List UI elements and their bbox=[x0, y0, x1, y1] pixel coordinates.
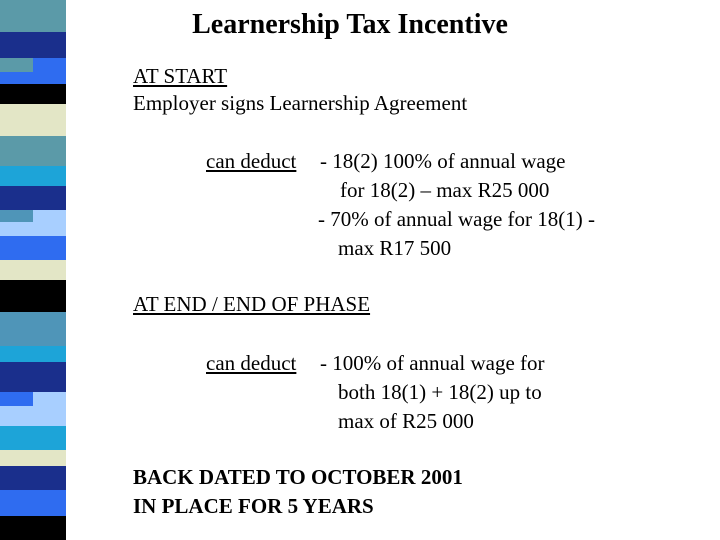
deduct-label-end: can deduct bbox=[206, 351, 297, 375]
deduct-end-line-3: max of R25 000 bbox=[338, 409, 474, 433]
stripe bbox=[0, 236, 66, 260]
deduct-item-2-line-1: - 70% of annual wage for 18(1) - bbox=[318, 207, 595, 231]
section-start-line: Employer signs Learnership Agreement bbox=[133, 91, 468, 115]
deduct-item-1-line-1: - 18(2) 100% of annual wage bbox=[320, 149, 566, 173]
stripe bbox=[0, 0, 66, 32]
deduct-label-start: can deduct bbox=[206, 149, 297, 173]
stripe bbox=[0, 362, 66, 392]
stripe bbox=[0, 32, 66, 58]
stripe bbox=[0, 84, 66, 104]
stripe bbox=[0, 516, 66, 540]
stripe bbox=[0, 186, 66, 210]
stripe bbox=[0, 392, 33, 406]
section-end-heading: AT END / END OF PHASE bbox=[133, 292, 371, 316]
stripe bbox=[0, 58, 33, 72]
stripe bbox=[0, 490, 66, 516]
decorative-stripe-bar bbox=[0, 0, 66, 540]
stripe bbox=[0, 210, 33, 222]
deduct-item-2-line-2: max R17 500 bbox=[338, 236, 452, 260]
deduct-end-line-2: both 18(1) + 18(2) up to bbox=[338, 380, 542, 404]
stripe bbox=[0, 166, 66, 186]
section-start-heading: AT START bbox=[133, 64, 228, 88]
stripe bbox=[0, 450, 66, 466]
footer-line-1: BACK DATED TO OCTOBER 2001 bbox=[133, 465, 463, 489]
stripe bbox=[0, 104, 66, 136]
stripe bbox=[0, 136, 66, 166]
footer-line-2: IN PLACE FOR 5 YEARS bbox=[133, 494, 374, 518]
stripe bbox=[0, 312, 66, 346]
stripe bbox=[0, 426, 66, 450]
stripe bbox=[0, 260, 66, 280]
deduct-end-line-1: - 100% of annual wage for bbox=[320, 351, 545, 375]
deduct-item-1-line-2: for 18(2) – max R25 000 bbox=[340, 178, 550, 202]
stripe bbox=[0, 346, 66, 362]
slide-title: Learnership Tax Incentive bbox=[192, 9, 508, 40]
stripe bbox=[0, 466, 66, 490]
stripe bbox=[0, 280, 66, 312]
